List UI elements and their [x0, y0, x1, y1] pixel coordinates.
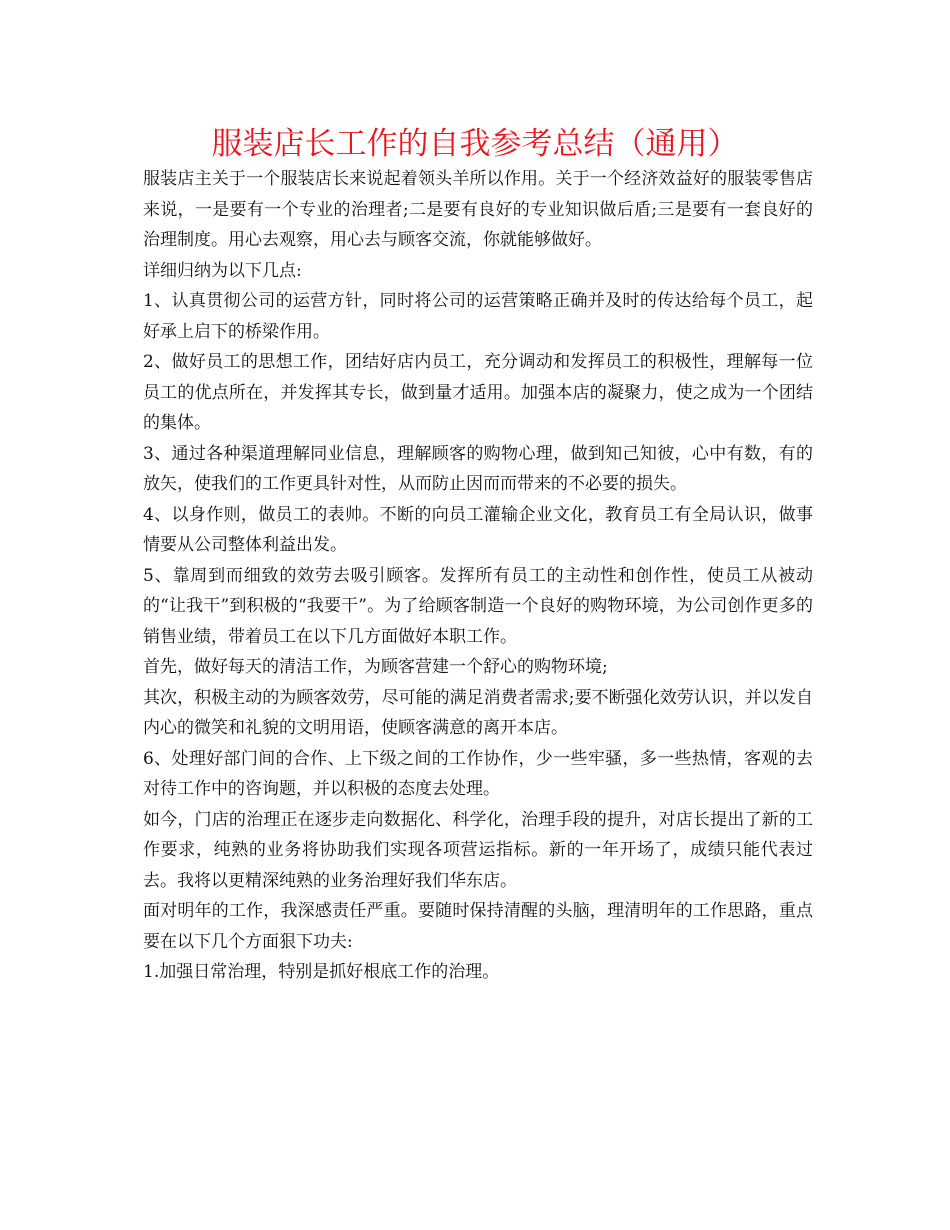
- paragraph-point-5: 5、靠周到而细致的效劳去吸引顾客。发挥所有员工的主动性和创作性，使员工从被动的“让我干”到积极的“我要干”。为了给顾客制造一个良好的购物环境，为公司创作更多的销售业绩，带着员工在以下几方面做好本职工作。: [143, 565, 813, 647]
- paragraph-point-4: 4、以身作则，做员工的表帅。不断的向员工灌输企业文化，教育员工有全局认识，做事情要从公司整体利益出发。: [143, 504, 813, 555]
- paragraph-first: 首先，做好每天的清洁工作，为顾客营建一个舒心的购物环境;: [143, 657, 608, 677]
- paragraph-point-1: 1、认真贯彻公司的运营方针，同时将公司的运营策略正确并及时的传达给每个员工，起好承上启下的桥梁作用。: [143, 291, 813, 342]
- document-title: 服装店长工作的自我参考总结（通用）: [211, 126, 739, 162]
- paragraph-point-2: 2、做好员工的思想工作，团结好店内员工，充分调动和发挥员工的积极性，理解每一位员工的优点所在，并发挥其专长，做到量才适用。加强本店的凝聚力，使之成为一个团结的集体。: [143, 352, 813, 433]
- paragraph-summary-heading: 详细归纳为以下几点:: [143, 260, 302, 281]
- paragraph-point-6: 6、处理好部门间的合作、上下级之间的工作协作，少一些牢骚，多一些热情，客观的去对待工作中的咨询题，并以积极的态度去处理。: [143, 748, 813, 799]
- paragraph-item-1: 1.加强日常治理，特别是抓好根底工作的治理。: [143, 962, 500, 982]
- paragraph-second: 其次，积极主动的为顾客效劳，尽可能的满足消费者需求;要不断强化效劳认识，并以发自内心的微笑和礼貌的文明用语，使顾客满意的离开本店。: [143, 687, 813, 738]
- paragraph-intro: 服装店主关于一个服装店长来说起着领头羊所以作用。关于一个经济效益好的服装零售店来说，一是要有一个专业的治理者;二是要有良好的专业知识做后盾;三是要有一套良好的治理制度。用心去观察，用心去与顾客交流，你就能够做好。: [143, 169, 813, 250]
- paragraph-now: 如今，门店的治理正在逐步走向数据化、科学化，治理手段的提升，对店长提出了新的工作要求，纯熟的业务将协助我们实现各项营运指标。新的一年开场了，成绩只能代表过去。我将以更精深纯熟的业务治理好我们华东店。: [143, 809, 813, 891]
- paragraph-next-year: 面对明年的工作，我深感责任严重。要随时保持清醒的头脑，理清明年的工作思路，重点要在以下几个方面狠下功夫:: [143, 901, 813, 952]
- document-body: [143, 164, 813, 988]
- paragraph-point-3: 3、通过各种渠道理解同业信息，理解顾客的购物心理，做到知己知彼，心中有数，有的放矢，使我们的工作更具针对性，从而防止因而而带来的不必要的损失。: [143, 443, 813, 494]
